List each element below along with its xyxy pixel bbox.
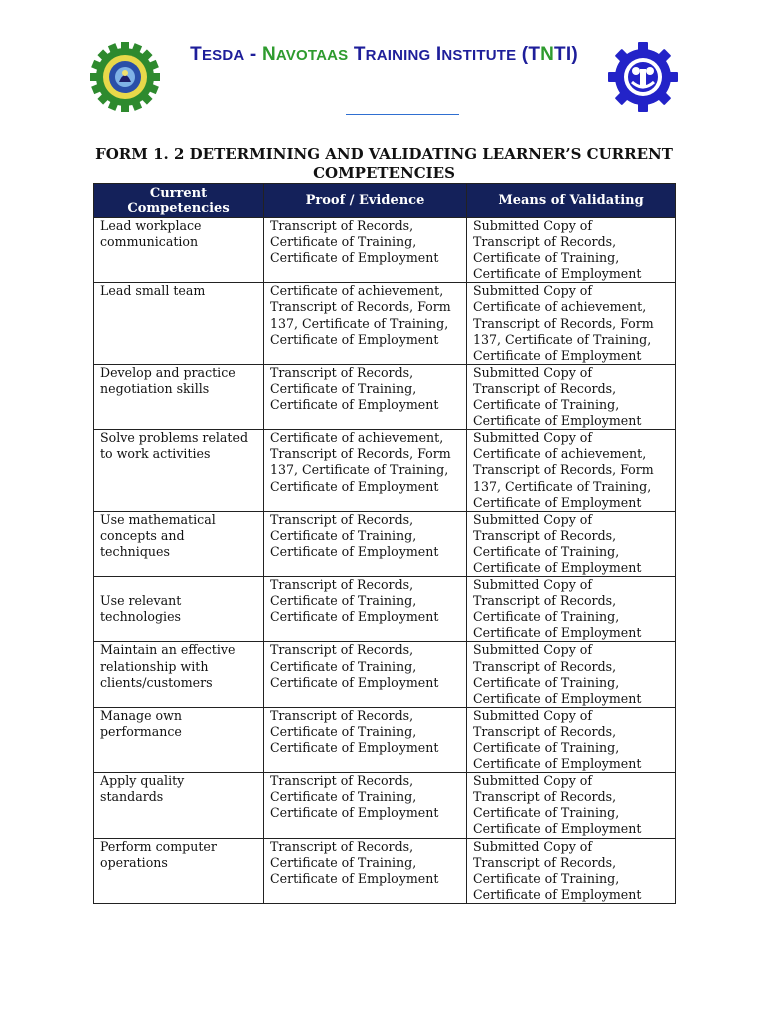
tesda-gear-icon [608, 42, 678, 112]
proof-cell: Transcript of Records, Certificate of Training, Certificate of Employment [264, 838, 467, 903]
competency-cell: Perform computer operations [94, 838, 264, 903]
competency-cell: Apply quality standards [94, 773, 264, 838]
table-row [94, 218, 676, 283]
means-cell: Submitted Copy of Transcript of Records, Certificate of Training, Certificate of Employment [467, 773, 676, 838]
means-cell: Submitted Copy of Transcript of Records, Certificate of Training, Certificate of Employment [467, 218, 676, 283]
proof-cell: Transcript of Records, Certificate of Training, Certificate of Employment [264, 364, 467, 429]
competencies-table [93, 183, 676, 904]
proof-cell: Transcript of Records, Certificate of Training, Certificate of Employment [264, 511, 467, 576]
proof-cell: Transcript of Records, Certificate of Training, Certificate of Employment [264, 218, 467, 283]
competency-cell: Manage own performance [94, 707, 264, 772]
gear-seal-logo [90, 42, 160, 112]
column-header-competencies: Current Competencies [94, 184, 264, 218]
means-cell: Submitted Copy of Certificate of achievement, Transcript of Records, Form 137, Certificate of Training, Certificate of Employment [467, 283, 676, 364]
proof-cell: Certificate of achievement, Transcript of Records, Form 137, Certificate of Training, Certificate of Employment [264, 430, 467, 511]
table-row [94, 773, 676, 838]
means-cell: Submitted Copy of Transcript of Records, Certificate of Training, Certificate of Employment [467, 707, 676, 772]
proof-cell: Transcript of Records, Certificate of Training, Certificate of Employment [264, 642, 467, 707]
gear-seal-icon [90, 42, 160, 112]
competency-cell: Lead workplace communication [94, 218, 264, 283]
competency-cell: Solve problems related to work activities [94, 430, 264, 511]
table-row [94, 283, 676, 364]
proof-cell: Transcript of Records, Certificate of Training, Certificate of Employment [264, 773, 467, 838]
competency-cell: Use mathematical concepts and techniques [94, 511, 264, 576]
competency-cell: Lead small team [94, 283, 264, 364]
table-row [94, 642, 676, 707]
tesda-gear-logo [608, 42, 678, 112]
competency-cell: Maintain an effective relationship with clients/customers [94, 642, 264, 707]
column-header-means: Means of Validating [467, 184, 676, 218]
table-row [94, 511, 676, 576]
header-divider [346, 114, 459, 115]
means-cell: Submitted Copy of Transcript of Records, Certificate of Training, Certificate of Employment [467, 838, 676, 903]
form-title: FORM 1. 2 DETERMINING AND VALIDATING LEARNER’S CURRENT COMPETENCIES [95, 145, 673, 182]
table-row [94, 707, 676, 772]
proof-cell: Transcript of Records, Certificate of Training, Certificate of Employment [264, 577, 467, 642]
table-row [94, 577, 676, 642]
means-cell: Submitted Copy of Transcript of Records, Certificate of Training, Certificate of Employment [467, 577, 676, 642]
table-row [94, 838, 676, 903]
means-cell: Submitted Copy of Transcript of Records, Certificate of Training, Certificate of Employment [467, 511, 676, 576]
means-cell: Submitted Copy of Certificate of achievement, Transcript of Records, Form 137, Certificate of Training, Certificate of Employment [467, 430, 676, 511]
proof-cell: Certificate of achievement, Transcript of Records, Form 137, Certificate of Training, Certificate of Employment [264, 283, 467, 364]
competency-cell: Use relevant technologies [94, 577, 264, 642]
table-row [94, 430, 676, 511]
table-header-row [94, 184, 676, 218]
competency-cell: Develop and practice negotiation skills [94, 364, 264, 429]
proof-cell: Transcript of Records, Certificate of Training, Certificate of Employment [264, 707, 467, 772]
table-row [94, 364, 676, 429]
column-header-proof: Proof / Evidence [264, 184, 467, 218]
means-cell: Submitted Copy of Transcript of Records, Certificate of Training, Certificate of Employment [467, 642, 676, 707]
institute-title: TESDA - NAVOTAAS TRAINING INSTITUTE (TNTI) [190, 44, 578, 65]
means-cell: Submitted Copy of Transcript of Records, Certificate of Training, Certificate of Employment [467, 364, 676, 429]
